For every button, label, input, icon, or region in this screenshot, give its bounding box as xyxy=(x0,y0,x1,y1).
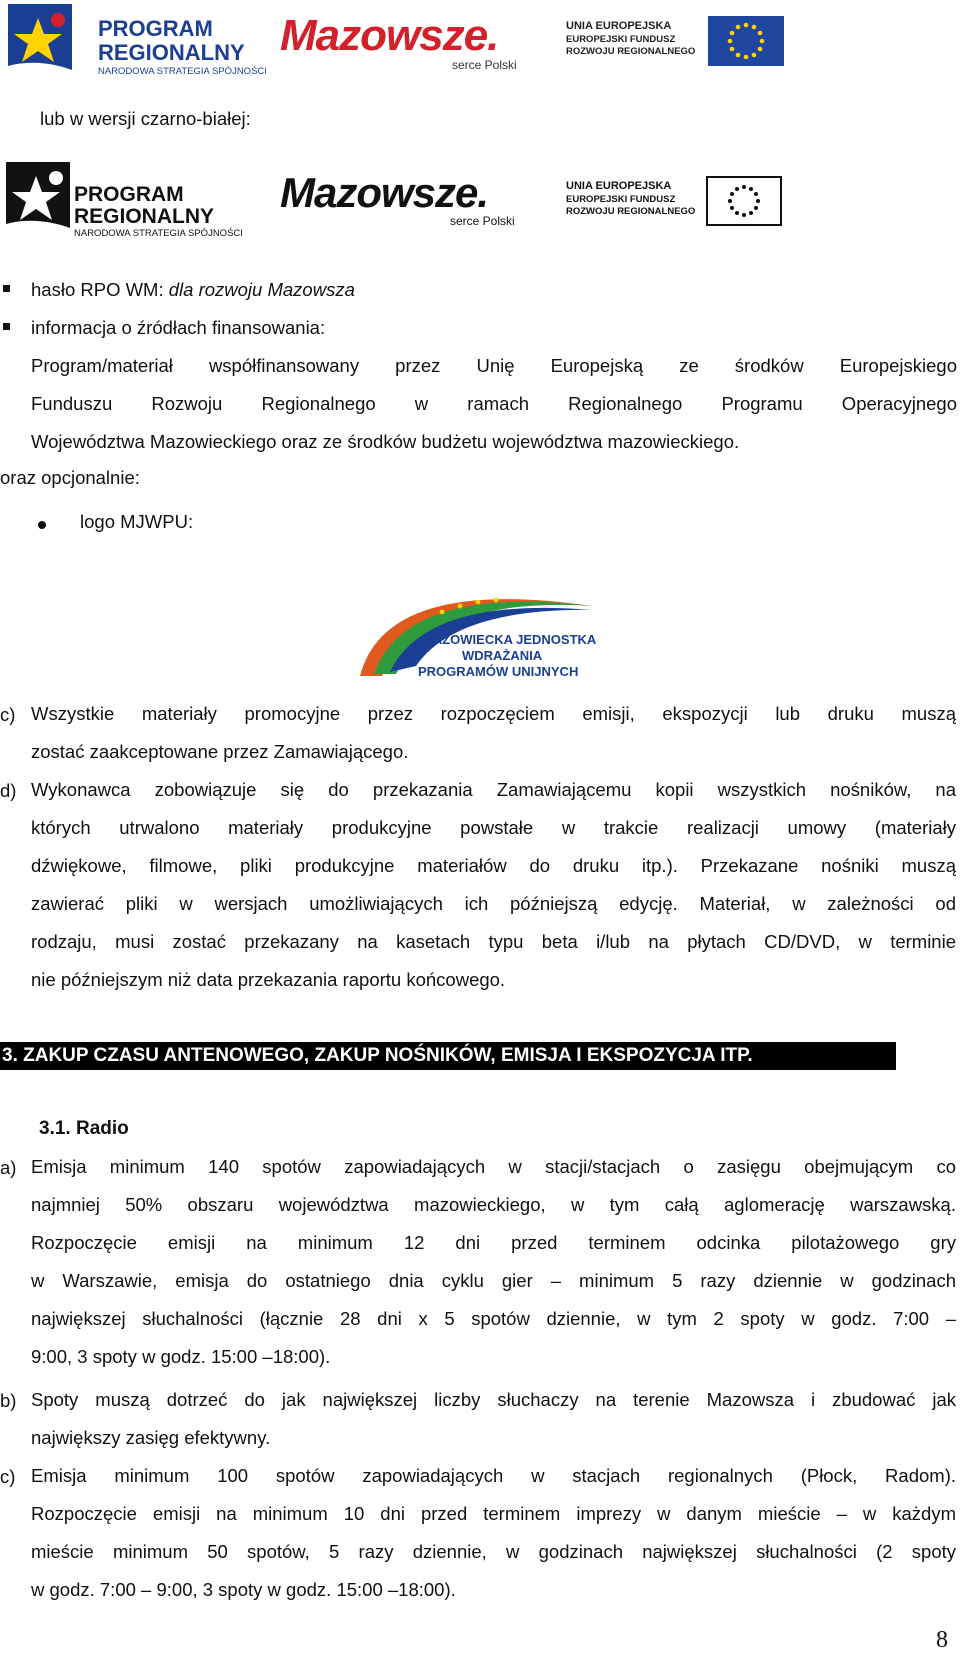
section-3-1-heading: 3.1. Radio xyxy=(39,1118,129,1139)
program-logo-line1: PROGRAM xyxy=(98,16,213,41)
paragraph-line: dźwiękowe, filmowe, pliki produkcyjne materiałów do druku itp.). Przekazane nośniki muszą xyxy=(31,855,956,876)
eu-logo-line2: EUROPEJSKI FUNDUSZ xyxy=(566,34,676,45)
mazowsze-logo xyxy=(280,6,530,78)
haslo-line xyxy=(31,279,355,301)
paragraph-line: Emisja minimum 140 spotów zapowiadających w stacji/stacjach o zasięgu obejmującym co xyxy=(31,1156,956,1177)
program-logo-line2: REGIONALNY xyxy=(98,40,245,65)
paragraph-c xyxy=(31,695,956,771)
logo-strip-bw xyxy=(0,162,790,242)
mjwpu-line1: MAZOWIECKA JEDNOSTKA xyxy=(422,632,597,647)
paragraph-b xyxy=(31,1381,956,1457)
paragraph-line: zawierać pliki w wersjach umożliwiających ich późniejszą edycję. Materiał, w zależności od xyxy=(31,893,956,914)
paragraph-line: rodzaju, musi zostać przekazany na kasetach typu beta i/lub na płytach CD/DVD, w terminie xyxy=(31,931,956,952)
bw-version-caption: lub w wersji czarno-białej: xyxy=(40,108,251,129)
round-bullet-icon xyxy=(38,521,46,529)
financing-line: Województwa Mazowieckiego oraz ze środków budżetu województwa mazowieckiego. xyxy=(31,431,740,452)
item-label-a: a) xyxy=(0,1157,17,1178)
paragraph-line: mieście minimum 50 spotów, 5 razy dziennie, w godzinach największej słuchalności (2 spoty xyxy=(31,1541,956,1562)
program-logo-bw-sub: NARODOWA STRATEGIA SPÓJNOŚCI xyxy=(74,228,243,239)
page-number: 8 xyxy=(936,1627,948,1653)
opcjonalnie-line: oraz opcjonalnie: xyxy=(0,467,140,488)
program-logo-bw-line1: PROGRAM xyxy=(74,183,184,206)
item-label-c: c) xyxy=(0,704,16,725)
paragraph-line: najmniej 50% obszaru województwa mazowieckiego, w tym całą aglomerację warszawską. xyxy=(31,1194,956,1215)
eu-logo-bw xyxy=(566,176,786,232)
eu-logo-bw-line3: ROZWOJU REGIONALNEGO xyxy=(566,206,696,217)
paragraph-line: największej słuchalności (łącznie 28 dni x 5 spotów dziennie, w tym 2 spoty w godz. 7:00 – xyxy=(31,1308,956,1329)
program-logo-bw-line2: REGIONALNY xyxy=(74,205,215,228)
section-3-heading: 3. ZAKUP CZASU ANTENOWEGO, ZAKUP NOŚNIKÓW, EMISJA I EKSPOZYCJA ITP. xyxy=(0,1042,896,1070)
square-bullet-icon xyxy=(3,285,10,292)
mjwpu-line3: PROGRAMÓW UNIJNYCH xyxy=(418,664,579,679)
program-logo-sub: NARODOWA STRATEGIA SPÓJNOŚCI xyxy=(98,66,267,77)
paragraph-line: Rozpoczęcie emisji na minimum 12 dni przed terminem odcinka pilotażowego gry xyxy=(31,1232,956,1253)
mazowsze-wordmark-bw: Mazowsze. xyxy=(280,169,489,216)
paragraph-line: Wszystkie materiały promocyjne przez rozpoczęciem emisji, ekspozycji lub druku muszą xyxy=(31,703,956,724)
financing-line: Program/materiał współfinansowany przez Unię Europejską ze środków Europejskiego xyxy=(31,355,957,376)
mazowsze-subtitle-bw: serce Polski xyxy=(450,214,515,228)
mjwpu-logo xyxy=(356,566,596,682)
eu-logo xyxy=(566,14,786,70)
paragraph-line: Spoty muszą dotrzeć do jak największej liczby słuchaczy na terenie Mazowsza i zbudować jak xyxy=(31,1389,956,1410)
paragraph-a xyxy=(31,1148,956,1376)
paragraph-line: w Warszawie, emisja do ostatniego dnia cyklu gier – minimum 5 razy dziennie w godzinach xyxy=(31,1270,956,1291)
star-emblem-bw-icon xyxy=(6,162,70,238)
program-regionalny-logo xyxy=(8,4,267,80)
eu-flag-bw-icon xyxy=(706,176,782,226)
paragraph-line: Wykonawca zobowiązuje się do przekazania Zamawiającemu kopii wszystkich nośników, na xyxy=(31,779,956,800)
paragraph-line: największy zasięg efektywny. xyxy=(31,1427,271,1448)
financing-paragraph xyxy=(31,347,957,461)
haslo-italic: dla rozwoju Mazowsza xyxy=(168,279,355,300)
paragraph-line: Emisja minimum 100 spotów zapowiadających w stacjach regionalnych (Płock, Radom). xyxy=(31,1465,956,1486)
haslo-prefix: hasło RPO WM: xyxy=(31,279,169,300)
eu-logo-line3: ROZWOJU REGIONALNEGO xyxy=(566,46,696,57)
financing-line: Funduszu Rozwoju Regionalnego w ramach Regionalnego Programu Operacyjnego xyxy=(31,393,957,414)
item-label-d: d) xyxy=(0,780,17,801)
paragraph-line: nie późniejszym niż data przekazania raportu końcowego. xyxy=(31,969,506,990)
mjwpu-line2: WDRAŻANIA xyxy=(462,648,543,663)
paragraph-line: Rozpoczęcie emisji na minimum 10 dni przed terminem imprezy w danym mieście – w każdym xyxy=(31,1503,956,1524)
star-emblem-icon xyxy=(8,4,72,80)
eu-logo-line1: UNIA EUROPEJSKA xyxy=(566,20,672,32)
eu-flag-icon xyxy=(708,16,784,66)
program-regionalny-logo-bw xyxy=(6,162,246,238)
mazowsze-subtitle: serce Polski xyxy=(452,58,517,72)
paragraph-line: 9:00, 3 spoty w godz. 15:00 –18:00). xyxy=(31,1346,331,1367)
eu-logo-bw-line2: EUROPEJSKI FUNDUSZ xyxy=(566,194,676,205)
paragraph-line: w godz. 7:00 – 9:00, 3 spoty w godz. 15:00 –18:00). xyxy=(31,1579,456,1600)
paragraph-c2 xyxy=(31,1457,956,1609)
square-bullet-icon xyxy=(3,323,10,330)
mazowsze-wordmark: Mazowsze. xyxy=(280,11,499,60)
info-zrodla: informacja o źródłach finansowania: xyxy=(31,317,326,338)
paragraph-d xyxy=(31,771,956,999)
paragraph-line: zostać zaakceptowane przez Zamawiającego. xyxy=(31,741,409,762)
logo-strip-color xyxy=(0,0,790,84)
paragraph-line: których utrwalono materiały produkcyjne powstałe w trakcie realizacji umowy (materiały xyxy=(31,817,956,838)
logo-mjwpu-caption: logo MJWPU: xyxy=(80,511,194,532)
eu-logo-bw-line1: UNIA EUROPEJSKA xyxy=(566,180,672,192)
item-label-b: b) xyxy=(0,1390,17,1411)
item-label-c2: c) xyxy=(0,1466,16,1487)
mazowsze-logo-bw xyxy=(280,164,530,236)
